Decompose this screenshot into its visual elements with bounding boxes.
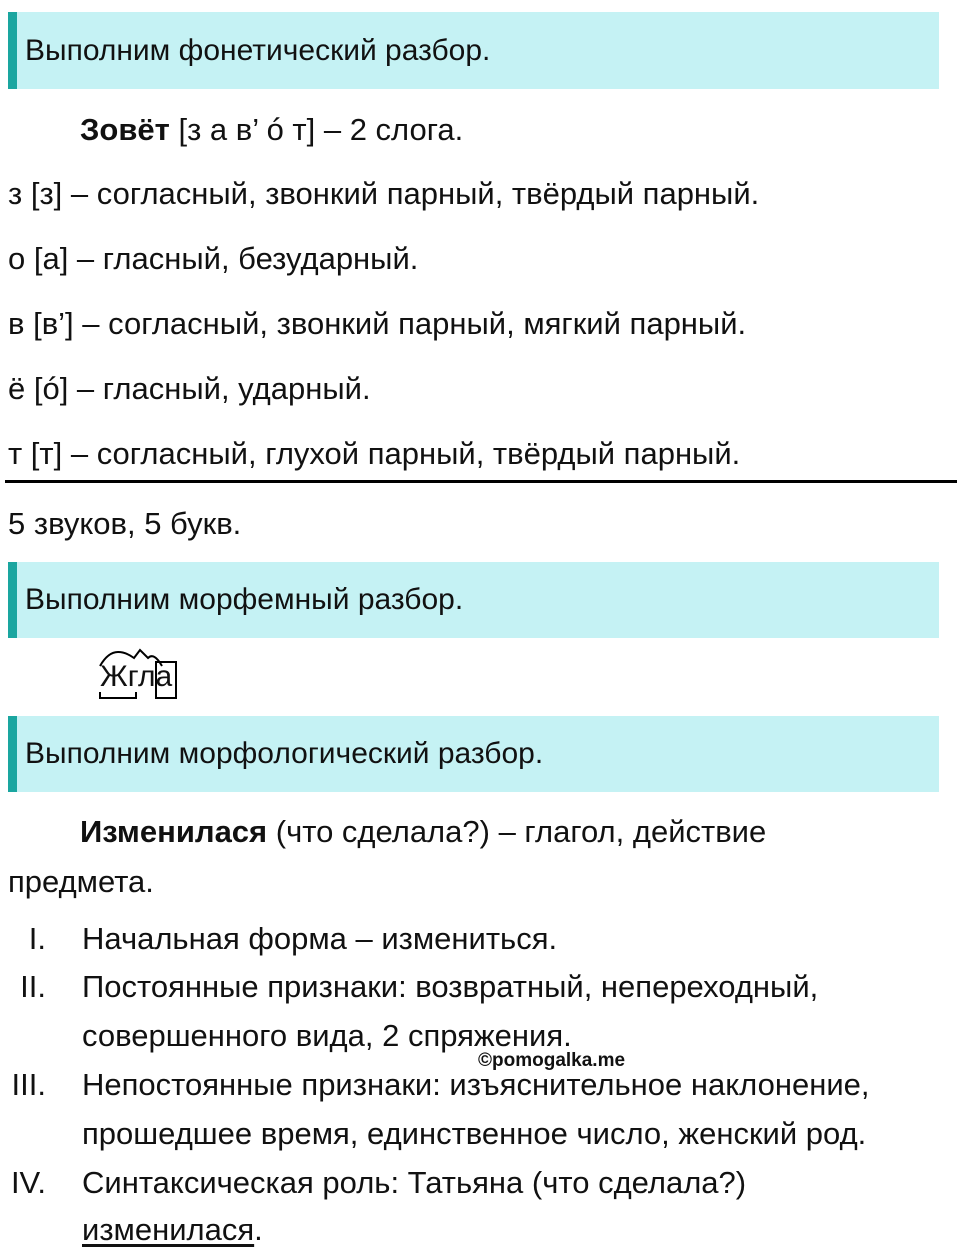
item-3-line-1: Непостоянные признаки: изъяснительное наклонение, bbox=[82, 1067, 870, 1102]
morphemic-heading: Выполним морфемный разбор. bbox=[25, 583, 464, 616]
sound-line-3: в [в’] – согласный, звонкий парный, мягкий парный. bbox=[8, 306, 747, 341]
item-number-4: IV. bbox=[10, 1165, 46, 1200]
sound-line-5: т [т] – согласный, глухой парный, твёрдый парный. bbox=[8, 436, 741, 471]
item-3-line-2: прошедшее время, единственное число, женский род. bbox=[82, 1116, 867, 1151]
item-number-2: II. bbox=[20, 969, 46, 1004]
morphemic-heading-banner bbox=[8, 562, 939, 638]
morph-intro-line-2: предмета. bbox=[8, 864, 154, 899]
item-number-1: I. bbox=[28, 921, 46, 956]
item-4-line-2 bbox=[82, 1212, 263, 1248]
morphological-heading-banner bbox=[8, 716, 939, 792]
morph-intro-line bbox=[80, 814, 766, 850]
morpheme-diagram bbox=[96, 648, 186, 704]
final-punct: . bbox=[254, 1212, 263, 1247]
item-4-line-1: Синтаксическая роль: Татьяна (что сделала?) bbox=[82, 1165, 747, 1200]
sound-line-4: ё [ó] – гласный, ударный. bbox=[8, 371, 371, 406]
phonetic-summary: 5 звуков, 5 букв. bbox=[8, 506, 242, 541]
morpheme-word: Жгла bbox=[100, 660, 173, 693]
phonetic-heading: Выполним фонетический разбор. bbox=[25, 33, 491, 67]
summary-divider bbox=[5, 480, 957, 483]
phonetic-word: Зовёт bbox=[80, 112, 170, 147]
morphological-heading: Выполним морфологический разбор. bbox=[25, 737, 544, 770]
item-2-line-2: совершенного вида, 2 спряжения. bbox=[82, 1018, 572, 1053]
morph-intro-rest: (что сделала?) – глагол, действие bbox=[267, 814, 767, 849]
watermark: ©pomogalka.me bbox=[478, 1050, 626, 1071]
item-number-3: III. bbox=[11, 1067, 46, 1102]
underlined-predicate: изменилася bbox=[82, 1212, 255, 1247]
phonetic-transcription: [з а в’ ó т] – 2 слога. bbox=[169, 112, 464, 147]
sound-line-2: о [а] – гласный, безударный. bbox=[8, 241, 419, 276]
phonetic-word-line bbox=[80, 112, 463, 148]
morph-word: Изменилася bbox=[80, 814, 268, 849]
item-2-line-1: Постоянные признаки: возвратный, непереходный, bbox=[82, 969, 819, 1004]
sound-line-1: з [з] – согласный, звонкий парный, твёрдый парный. bbox=[8, 176, 760, 211]
item-1-line-1: Начальная форма – измениться. bbox=[82, 921, 558, 956]
phonetic-heading-banner bbox=[8, 12, 939, 89]
